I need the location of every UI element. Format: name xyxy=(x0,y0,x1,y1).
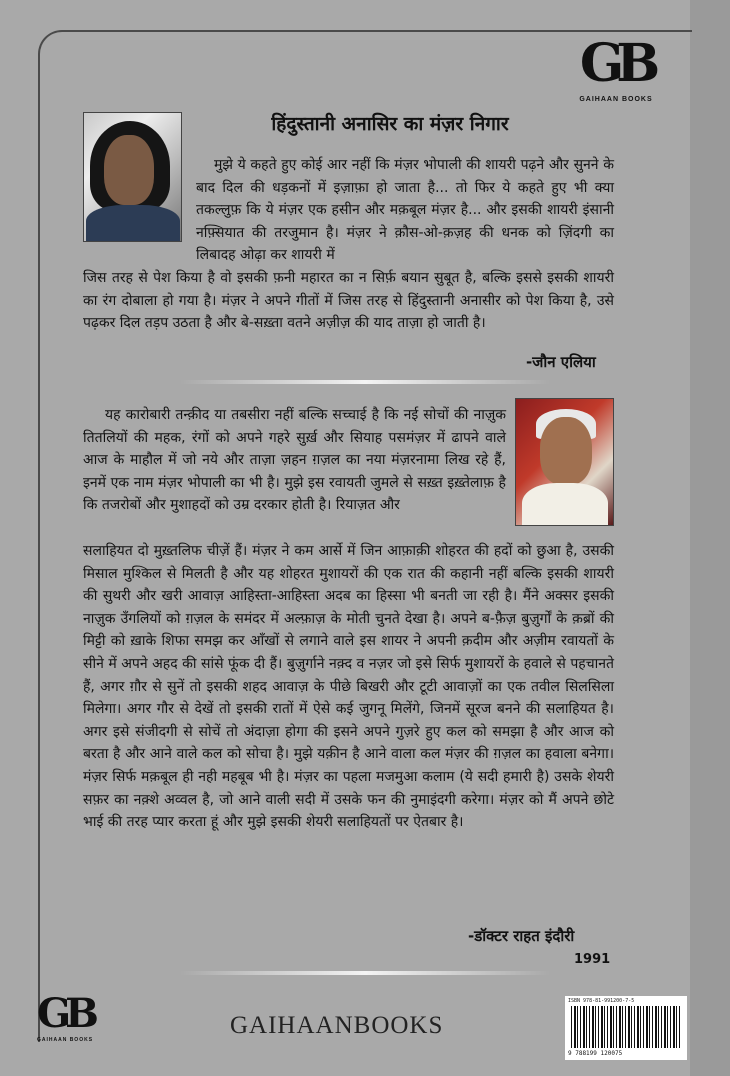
publisher-logo-bottom xyxy=(36,990,94,1043)
review-2-text-part-b: सलाहियत दो मुख़्तलिफ चीज़ें हैं। मंज़र ने कम आर्से में जिन आफ़ाक़ी शोहरत की हदों को छुआ है, उसकी मिसाल मुश्किल से मिलती है और यह शोहरत मुशायरों की एक रात की कहानी नहीं बल्कि इसकी शायरी की सुथरी और खरी आवाज़ आहिस्ता-आहिस्ता अदब का हिस्सा भी बनती जा रही है। मैंने अक्सर इसकी नाज़ुक उँगलियों को ग़ज़ल के समंदर में अल्फ़ाज़ के मोती चुनते देखा है। अपने ब-फ़ैज़ बुज़ुर्गों के क़ब्रों की मिट्टी को ख़ाके शिफा समझ कर आँखों से लगाने वाले इस शायर ने अपनी क़दीम और अज़ीम रवायतों के सीने में अपने अहद की सांसे फूंक दी हैं। बुज़ुर्गाने नक़्द व नज़र जो इसे सिर्फ मुशायरों के हवाले से पहचानते हैं, अगर ग़ौर से सुनें तो इसकी शहद आवाज़ के पीछे बिखरी और टूटी आवाज़ों का एक तवील सिलसिला मिलेगा। अगर गौर से देखें तो इसकी रातों में ऐसे कई जुगनू मिलेंगे, जिनमें सूरज बनने की सलाहियत है। अगर इसे संजीदगी से सोचें तो अंदाज़ा होगा की इसने अपने गुज़रे हुए कल को समझा है और आज को बरता है और आने वाले कल को सोचा है। मुझे यक़ीन है आने वाला कल मंज़र की ग़ज़ल का हवाला बनेगा। मंज़र सिर्फ मक़बूल ही नही महबूब भी है। मंज़र का पहला मजमुआ कलाम (ये सदी हमारी है) उसके शेयरी सफ़र का नक़्शे अव्वल है, जो आने वाली सदी में उसके फन की नुमाइंदगी करेगा। मंज़र को मैं अपने छोटे भाई की तरह प्यार करता हूं और मुझे इसकी शेयरी सलाहियतों पर ऐतबार है। xyxy=(83,543,614,831)
review-1-text-part-b: जिस तरह से पेश किया है वो इसकी फ़नी महारत का न सिर्फ़ बयान सुबूत है, बल्कि इससे इसकी शायरी का रंग दोबाला हो गया है। मंज़र ने अपने गीतों में जिस तरह से हिंदुस्तानी अनासीर को पेश किया है, उसे पढ़कर दिल तड़प उठता है और बे-सख़्ता वतने अज़ीज़ की याद ताज़ा हो जाती है। xyxy=(83,270,614,332)
logo-mark: GB xyxy=(579,33,653,94)
review-2-signature: -डॉक्टर राहत इंदौरी xyxy=(468,927,575,945)
review-1-signature: -जौन एलिया xyxy=(526,353,596,371)
review-1-text-part-a: मुझे ये कहते हुए कोई आर नहीं कि मंज़र भोपाली की शायरी पढ़ने और सुनने के बाद दिल की धड़कनों में इज़ाफ़ा हो जाता है... तो फिर ये कहते हुए भी क्या तकल्लुफ़ कि ये मंज़र एक हसीन और मक़बूल मंज़र है... और इसकी शायरी इंसानी नफ़्सियात की तरजुमान है। मंज़र ने क़ौस-ओ-क़ज़ह की धनक को ज़िंदगी का लिबादह ओढ़ा कर शायरी में xyxy=(196,157,614,264)
isbn-barcode xyxy=(565,996,687,1060)
barcode-number: 9 788199 120075 xyxy=(568,1050,623,1057)
publisher-name: GAIHAANBOOKS xyxy=(230,1012,444,1039)
divider-2 xyxy=(180,971,550,975)
logo-subtitle: GAIHAAN BOOKS xyxy=(579,96,653,103)
author-photo-jaun-elia xyxy=(83,112,182,242)
review-2-year: 1991 xyxy=(574,952,611,967)
logo-mark-bottom: GB xyxy=(37,990,93,1037)
page-title: हिंदुस्तानी अनासिर का मंज़र निगार xyxy=(271,113,509,135)
author-photo-rahat-indori xyxy=(515,398,614,526)
spine-edge xyxy=(690,0,730,1076)
logo-subtitle-bottom: GAIHAAN BOOKS xyxy=(36,1037,94,1043)
review-2-text-part-a: यह कारोबारी तन्क़ीद या तबसीरा नहीं बल्कि सच्चाई है कि नई सोचों की नाज़ुक तितलियों की महक, रंगों को अपने गहरे सुर्ख़ और सियाह पसमंज़र में ढापने वाले आज के माहौल में जो नये और ताज़ा ज़हन ग़ज़ल का नया मंज़रनामा लिख रहे हैं, इनमें एक नाम मंज़र भोपाली का भी है। मुझे इस रवायती जुमले से सख़्त इख़्तेलाफ़ है कि तजरोबों और मुशाहदों को उम्र दरकार होती है। रियाज़त और xyxy=(83,407,506,514)
isbn-label: ISBN 978-81-991200-7-5 xyxy=(568,998,635,1004)
publisher-logo-top xyxy=(578,33,654,103)
divider-1 xyxy=(180,380,550,384)
barcode-bars xyxy=(571,1006,681,1048)
